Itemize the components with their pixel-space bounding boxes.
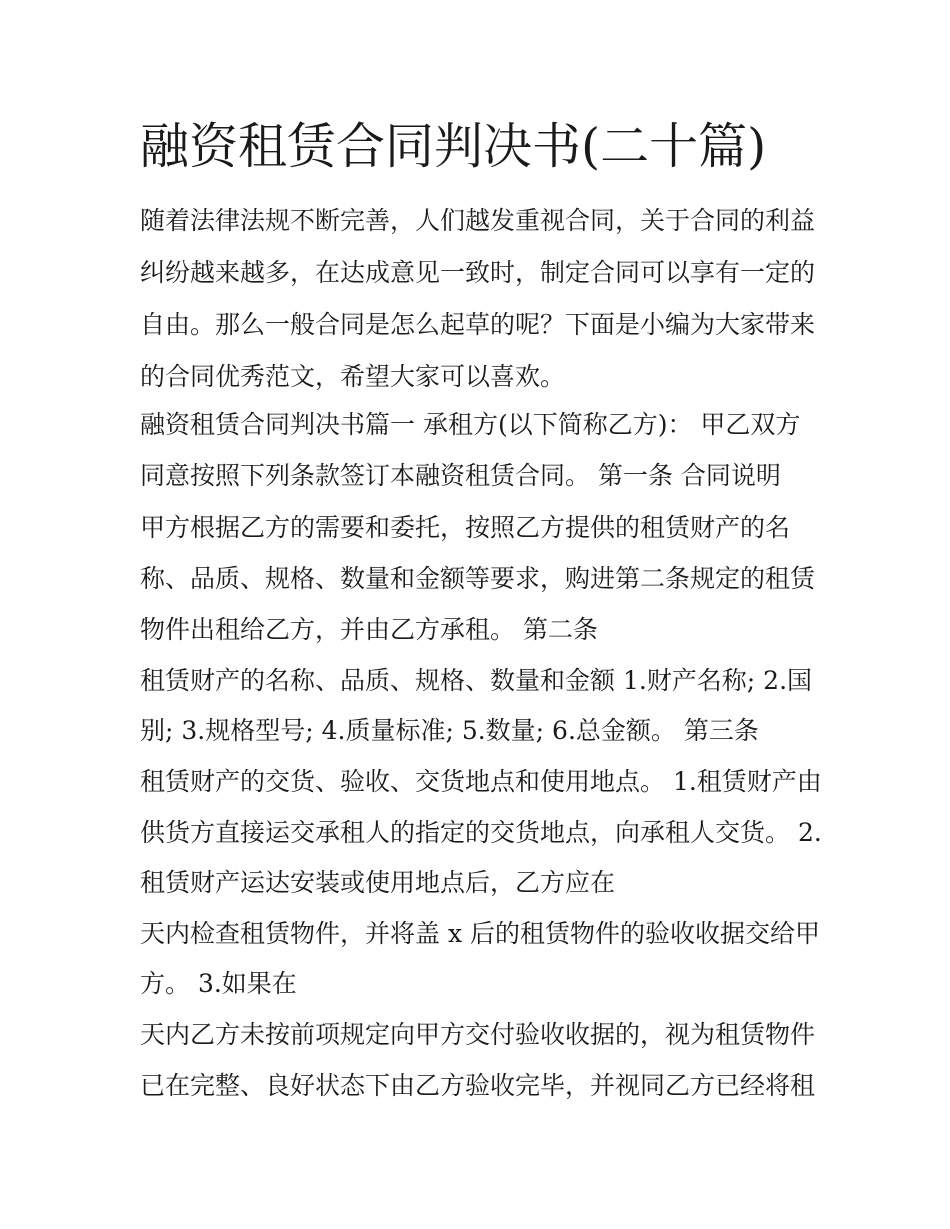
body-line-8: 称、品质、规格、数量和金额等要求，购进第二条规定的租赁	[140, 564, 816, 593]
body-line-2: 纠纷越来越多，在达成意见一致时，制定合同可以享有一定的	[140, 258, 816, 287]
body-line-1: 随着法律法规不断完善，人们越发重视合同，关于合同的利益	[140, 206, 816, 235]
body-line-7: 甲方根据乙方的需要和委托，按照乙方提供的租赁财产的名	[140, 513, 791, 542]
body-line-3: 自由。那么一般合同是怎么起草的呢？下面是小编为大家带来	[140, 310, 816, 339]
body-line-9: 物件出租给乙方，并由乙方承租。 第二条	[140, 615, 598, 644]
body-line-18: 已在完整、良好状态下由乙方验收完毕，并视同乙方已经将租	[140, 1071, 816, 1100]
body-line-16: 方。 3.如果在	[140, 969, 297, 998]
body-line-17: 天内乙方未按前项规定向甲方交付验收收据的，视为租赁物件	[140, 1020, 816, 1049]
body-line-6: 同意按照下列条款签订本融资租赁合同。 第一条 合同说明	[140, 461, 781, 490]
body-line-13: 供货方直接运交承租人的指定的交货地点，向承租人交货。 2.	[140, 818, 822, 847]
body-line-14: 租赁财产运达安装或使用地点后，乙方应在	[140, 868, 616, 897]
body-line-4: 的合同优秀范文，希望大家可以喜欢。	[140, 362, 566, 391]
body-line-11: 别; 3.规格型号; 4.质量标准; 5.数量; 6.总金额。 第三条	[140, 716, 759, 745]
body-line-12: 租赁财产的交货、验收、交货地点和使用地点。 1.租赁财产由	[140, 767, 822, 796]
body-line-15: 天内检查租赁物件，并将盖 x 后的租赁物件的验收收据交给甲	[140, 919, 820, 948]
body-line-5: 融资租赁合同判决书篇一 承租方(以下简称乙方)： 甲乙双方	[140, 410, 801, 439]
body-line-10: 租赁财产的名称、品质、规格、数量和金额 1.财产名称; 2.国	[140, 666, 813, 695]
document-title: 融资租赁合同判决书(二十篇)	[140, 118, 767, 175]
